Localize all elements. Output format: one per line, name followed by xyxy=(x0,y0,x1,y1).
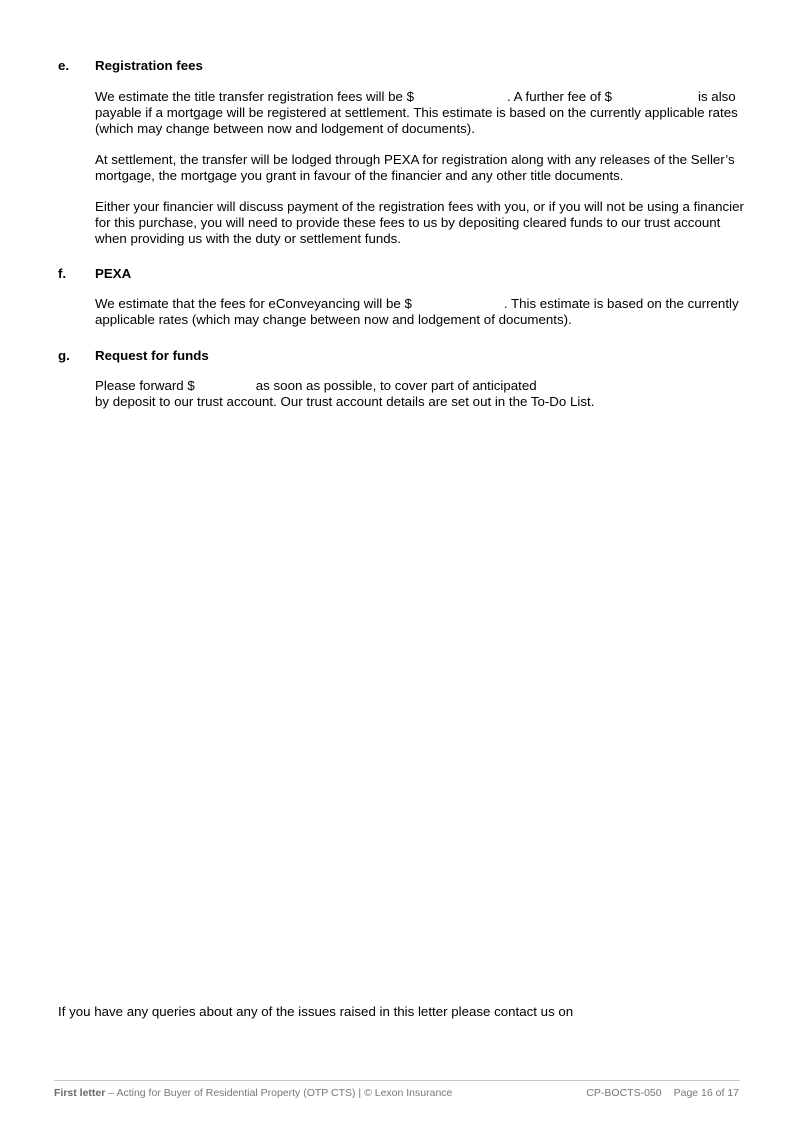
section-title: Request for funds xyxy=(95,348,209,363)
footer-doc-code: CP-BOCTS-050 xyxy=(586,1087,662,1099)
paragraph: Either your financier will discuss payment of the registration fees with you, or if you will not be using a financier for this purchase, you will need to provide these fees to us by depositing cleared funds to our trust account when providing us with the duty or settlement funds. xyxy=(95,199,744,246)
paragraph xyxy=(95,296,745,328)
paragraph-text: Please forward $ xyxy=(95,378,195,393)
section-heading xyxy=(58,347,748,365)
paragraph-text: . This estimate is based on the currently applicable rates (which may change between now and lodgement of documents). xyxy=(95,296,739,327)
section-title: PEXA xyxy=(95,266,132,281)
section-heading xyxy=(58,57,748,75)
section-letter: g. xyxy=(58,348,70,363)
footer-doc-name: First letter xyxy=(54,1087,106,1099)
section-heading xyxy=(58,265,748,283)
section-pexa xyxy=(58,265,748,328)
section-request-for-funds xyxy=(58,347,748,410)
paragraph-text: payable if a mortgage will be registered at settlement. This estimate is based on the currently applicable rates (which may change between now and lodgement of documents). xyxy=(95,105,738,136)
paragraph xyxy=(95,378,745,410)
page-number: Page 16 of 17 xyxy=(673,1087,739,1099)
section-letter: e. xyxy=(58,58,70,73)
paragraph: At settlement, the transfer will be lodged through PEXA for registration along with any releases of the Seller’s mortgage, the mortgage you grant in favour of the financier and any other title documents. xyxy=(95,152,735,183)
paragraph-text: is also xyxy=(698,89,736,104)
paragraph xyxy=(95,89,745,137)
footer-divider xyxy=(54,1080,740,1081)
paragraph-text: . A further fee of $ xyxy=(507,89,612,104)
section-registration-fees xyxy=(58,57,748,247)
paragraph-text: We estimate the title transfer registration fees will be $ xyxy=(95,89,415,104)
footer-meta xyxy=(586,1087,739,1099)
paragraph-text: We estimate that the fees for eConveyancing will be $ xyxy=(95,296,412,311)
section-title: Registration fees xyxy=(95,58,203,73)
section-letter: f. xyxy=(58,266,67,281)
paragraph-text: by deposit to our trust account. Our trust account details are set out in the To-Do List. xyxy=(95,394,595,409)
footer-document-title xyxy=(54,1087,452,1099)
paragraph-text: as soon as possible, to cover part of anticipated xyxy=(255,378,537,393)
closing-sentence: If you have any queries about any of the issues raised in this letter please contact us on xyxy=(58,1004,574,1019)
footer-doc-description: – Acting for Buyer of Residential Property (OTP CTS) | © Lexon Insurance xyxy=(105,1087,453,1099)
